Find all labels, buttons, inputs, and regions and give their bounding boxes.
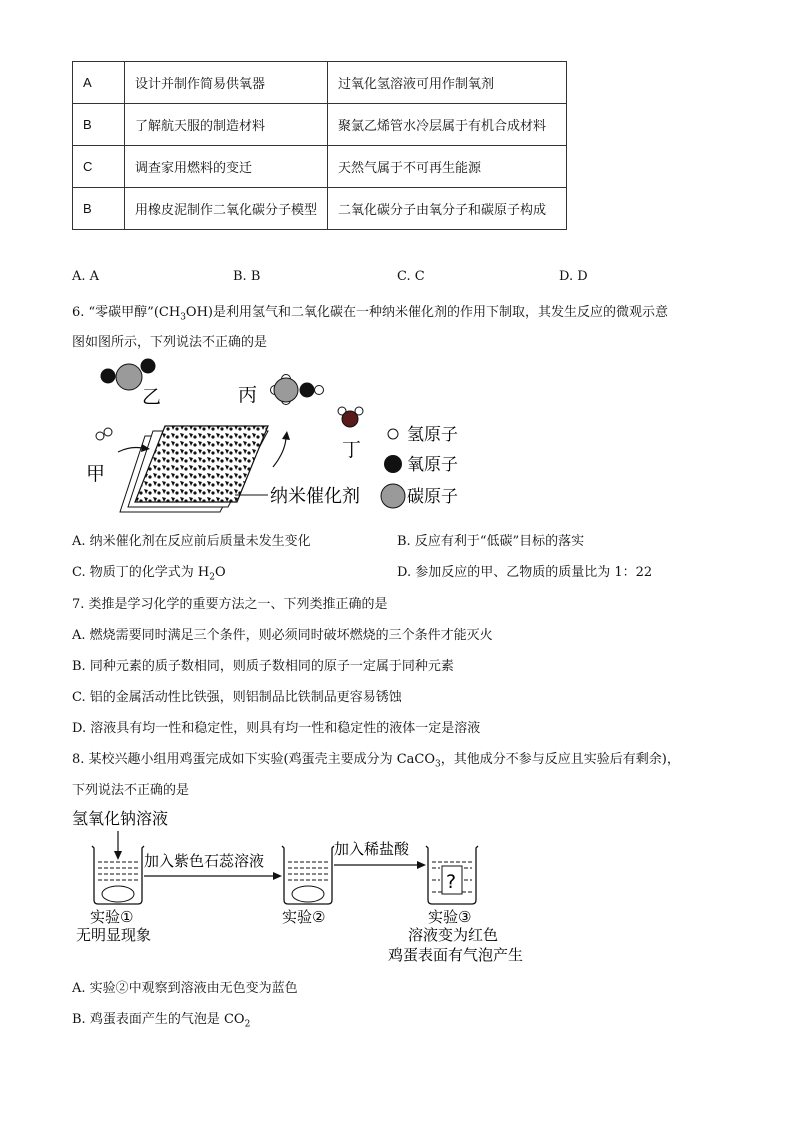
- q6-option-a[interactable]: A. 纳米催化剂在反应前后质量未发生变化: [72, 534, 311, 549]
- label-jia: 甲: [86, 463, 106, 485]
- label-naoh: 氢氧化钠溶液: [72, 809, 169, 828]
- label-ding: 丁: [342, 439, 362, 461]
- row-knowledge: 天然气属于不可再生能源: [328, 146, 567, 188]
- table-row: [73, 146, 567, 188]
- q7-option-a[interactable]: A. 燃烧需要同时满足三个条件，则必须同时破坏燃烧的三个条件才能灭火: [72, 628, 493, 643]
- label-bing: 丙: [238, 384, 258, 406]
- label-exp2: 实验②: [282, 908, 326, 926]
- row-activity: 调查家用燃料的变迁: [125, 146, 328, 188]
- label-exp1: 实验①: [90, 908, 134, 926]
- q5-option-b[interactable]: B. B: [233, 269, 261, 284]
- row-knowledge: 过氧化氢溶液可用作制氧剂: [328, 62, 567, 104]
- reaction-diagram: [80, 352, 480, 524]
- arrow-in: [118, 448, 142, 453]
- q6-option-c[interactable]: C. 物质丁的化学式为 $H_2O$: [72, 565, 226, 583]
- row-letter: C: [73, 146, 125, 188]
- q7-option-d[interactable]: D. 溶液具有均一性和稳定性，则具有均一性和稳定性的液体一定是溶液: [72, 721, 481, 736]
- legend-hydrogen: 氢原子: [407, 425, 458, 445]
- q5-option-a[interactable]: A. A: [72, 269, 100, 284]
- label-arrow1: 加入紫色石蕊溶液: [144, 852, 265, 870]
- row-activity: 用橡皮泥制作二氧化碳分子模型: [125, 188, 328, 230]
- q7-option-b[interactable]: B. 同种元素的质子数相同，则质子数相同的原子一定属于同种元素: [72, 659, 454, 674]
- arrow-out: [273, 438, 286, 467]
- table-row: [73, 104, 567, 146]
- egg: [292, 886, 324, 902]
- q6-stem-line1: 6. “零碳甲醇$”(CH_3OH)$是利用氢气和二氧化碳在一种纳米催化剂的作用下制取，其发生反应的微观示意: [72, 305, 668, 323]
- q6-stem-line2: 图如图所示，下列说法不正确的是: [72, 335, 268, 350]
- label-exp1-observation: 无明显现象: [76, 926, 152, 944]
- experiment-diagram: [68, 804, 548, 966]
- row-letter: B: [73, 104, 125, 146]
- beaker-3: [426, 846, 478, 904]
- q8-option-a[interactable]: A. 实验②中观察到溶液由无色变为蓝色: [72, 981, 298, 996]
- table-row: [73, 62, 567, 104]
- row-activity: 设计并制作简易供氧器: [125, 62, 328, 104]
- row-knowledge: 二氧化碳分子由氧分子和碳原子构成: [328, 188, 567, 230]
- q5-option-d[interactable]: D. D: [559, 269, 588, 284]
- q8-stem-line2: 下列说法不正确的是: [72, 783, 190, 798]
- q8-stem-line1: 8. 某校兴趣小组用鸡蛋完成如下实验(鸡蛋壳主要成分为 CaCO$_3$，其他成分不参与反应且实验后有剩余)，: [72, 752, 680, 770]
- label-arrow2: 加入稀盐酸: [334, 840, 410, 858]
- q5-option-c[interactable]: C. C: [397, 269, 425, 284]
- question-mark: ?: [446, 871, 457, 893]
- legend-oxygen: 氧原子: [407, 455, 458, 475]
- label-exp3-observation2: 鸡蛋表面有气泡产生: [388, 946, 524, 964]
- options-table: [72, 61, 567, 230]
- molecule-ding: [338, 407, 363, 427]
- label-yi: 乙: [142, 386, 162, 408]
- row-letter: B: [73, 188, 125, 230]
- q7-option-c[interactable]: C. 铝的金属活动性比铁强，则铝制品比铁制品更容易锈蚀: [72, 690, 402, 705]
- label-catalyst: 纳米催化剂: [270, 486, 360, 507]
- molecule-jia: [96, 428, 112, 440]
- table-row: [73, 188, 567, 230]
- label-exp3-observation1: 溶液变为红色: [408, 926, 499, 944]
- row-activity: 了解航天服的制造材料: [125, 104, 328, 146]
- beaker-2: [282, 846, 334, 904]
- q6-option-d[interactable]: D. 参加反应的甲、乙物质的质量比为 1：22: [397, 565, 653, 580]
- legend-carbon: 碳原子: [407, 487, 458, 507]
- egg: [102, 886, 134, 902]
- row-letter: A: [73, 62, 125, 104]
- label-exp3: 实验③: [428, 908, 472, 926]
- q8-option-b[interactable]: B. 鸡蛋表面产生的气泡是 $CO_2$: [72, 1012, 251, 1030]
- q6-option-b[interactable]: B. 反应有利于“低碳”目标的落实: [397, 534, 585, 549]
- q7-stem: 7. 类推是学习化学的重要方法之一、下列类推正确的是: [72, 597, 388, 612]
- molecule-bing: [271, 375, 324, 405]
- catalyst-plate: [120, 426, 268, 512]
- row-knowledge: 聚氯乙烯管水冷层属于有机合成材料: [328, 104, 567, 146]
